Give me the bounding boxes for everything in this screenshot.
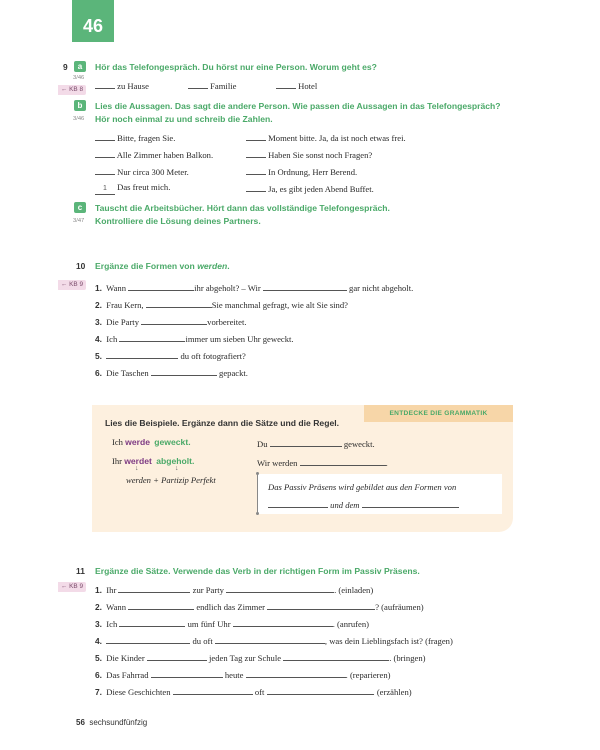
rule-text-1: Das Passiv Präsens wird gebildet aus den Formen von — [268, 482, 457, 492]
answer-blank[interactable] — [276, 79, 296, 89]
grammar-rewrite-2: Wir werden . — [257, 458, 388, 468]
page-number: 56 — [76, 718, 85, 727]
answer-blank[interactable] — [118, 583, 190, 593]
ex10-item-3: 3. Die Party vorbereitet. — [95, 317, 247, 327]
ex11-item-1: 1. Ihr zur Party . (einladen) — [95, 585, 374, 595]
answer-blank[interactable] — [147, 651, 207, 661]
ex9b-instruction-1: Lies die Aussagen. Das sagt die andere Person. Wie passen die Aussagen in das Telefongespräch? — [95, 101, 501, 111]
answer-blank[interactable] — [173, 685, 253, 695]
ex9b-right-1: Moment bitte. Ja, da ist noch etwas frei. — [246, 131, 406, 143]
arrow-down-icon: ↓ — [175, 464, 179, 472]
page-footer — [76, 718, 147, 727]
rule-text-2: und dem . — [268, 498, 460, 510]
answer-blank[interactable] — [233, 617, 333, 627]
ex11-item-2: 2. Wann endlich das Zimmer ? (aufräumen) — [95, 602, 424, 612]
subtask-a-badge: a — [74, 61, 86, 72]
arrow-left-icon: ← — [61, 86, 70, 93]
exercise-9-number: 9 — [63, 62, 68, 72]
ex9b-right-3: In Ordnung, Herr Berend. — [246, 165, 357, 177]
ex10-item-1: 1. Wann ihr abgeholt? – Wir gar nicht abgeholt. — [95, 283, 414, 293]
grammar-tag: ENTDECKE DIE GRAMMATIK — [364, 405, 513, 422]
answer-blank[interactable] — [283, 651, 389, 661]
ex10-item-6: 6. Die Taschen gepackt. — [95, 368, 248, 378]
ex9c-audio-track: 3/47 — [73, 218, 85, 224]
bracket-dot — [256, 472, 259, 475]
answer-blank[interactable] — [246, 148, 266, 158]
grammar-rewrite-1: Du geweckt. — [257, 439, 375, 449]
answer-blank[interactable] — [263, 281, 347, 291]
arrow-left-icon: ← — [61, 281, 70, 288]
ex9b-right-2: Haben Sie sonst noch Fragen? — [246, 148, 372, 160]
ex9a-options — [95, 79, 149, 91]
arrow-left-icon: ← — [61, 583, 70, 590]
grammar-example-1: Ich werde geweckt. — [112, 437, 191, 447]
answer-blank[interactable] — [246, 131, 266, 141]
option-label: zu Hause — [117, 81, 149, 91]
ex9a-kb-reference: ← KB 8 — [58, 85, 86, 95]
ex10-instruction: Ergänze die Formen von werden. — [95, 261, 230, 271]
page-tab-number: 46 — [82, 16, 104, 36]
answer-blank[interactable] — [106, 634, 190, 644]
ex9b-right-4: Ja, es gibt jeden Abend Buffet. — [246, 182, 374, 194]
ex9b-left-3: Nur circa 300 Meter. — [95, 165, 189, 177]
answer-blank[interactable] — [95, 165, 115, 175]
ex10-kb-reference: ← KB 9 — [58, 280, 86, 290]
ex9a-instruction: Hör das Telefongespräch. Du hörst nur eine Person. Worum geht es? — [95, 62, 377, 72]
answer-blank[interactable] — [188, 79, 208, 89]
page-tab — [72, 0, 114, 42]
ex9b-left-4: 1 Das freut mich. — [95, 182, 170, 195]
answer-blank[interactable] — [267, 600, 375, 610]
answer-blank[interactable] — [246, 182, 266, 192]
ex9b-instruction-2: Hör noch einmal zu und schreib die Zahlen. — [95, 114, 273, 124]
answer-blank[interactable] — [151, 366, 217, 376]
answer-blank[interactable] — [119, 332, 185, 342]
answer-blank[interactable] — [95, 148, 115, 158]
ex11-item-4: 4. du oft , was dein Lieblingsfach ist? (fragen) — [95, 636, 453, 646]
answer-blank[interactable] — [267, 685, 373, 695]
answer-blank[interactable] — [95, 131, 115, 141]
rule-box — [257, 474, 502, 514]
answer-blank[interactable] — [268, 498, 328, 508]
ex9a-option-3 — [276, 79, 317, 91]
answer-blank[interactable] — [119, 617, 185, 627]
option-label: Hotel — [298, 81, 318, 91]
exercise-11-number: 11 — [76, 566, 85, 576]
grammar-formula: werden + Partizip Perfekt — [126, 475, 216, 485]
subtask-c-badge: c — [74, 202, 86, 213]
answer-blank[interactable] — [246, 165, 266, 175]
ex10-item-2: 2. Frau Kern, Sie manchmal gefragt, wie alt Sie sind? — [95, 300, 348, 310]
ex11-instruction: Ergänze die Sätze. Verwende das Verb in der richtigen Form im Passiv Präsens. — [95, 566, 420, 576]
answer-blank[interactable] — [362, 498, 458, 508]
answer-blank[interactable] — [246, 668, 346, 678]
answer-blank[interactable] — [106, 349, 178, 359]
answer-blank[interactable] — [215, 634, 325, 644]
option-label: Familie — [210, 81, 237, 91]
bracket-dot — [256, 512, 259, 515]
answer-blank[interactable] — [270, 437, 342, 447]
ex9a-audio-track: 3/46 — [73, 75, 85, 81]
ex9b-left-2: Alle Zimmer haben Balkon. — [95, 148, 213, 160]
answer-blank[interactable] — [151, 668, 223, 678]
ex9c-instruction-1: Tauscht die Arbeitsbücher. Hört dann das vollständige Telefongespräch. — [95, 203, 390, 213]
ex9c-instruction-2: Kontrolliere die Lösung deines Partners. — [95, 216, 261, 226]
answer-blank[interactable] — [146, 298, 212, 308]
ex11-item-6: 6. Das Fahrrad heute . (reparieren) — [95, 670, 391, 680]
ex11-item-7: 7. Diese Geschichten oft . (erzählen) — [95, 687, 412, 697]
answer-blank-example[interactable]: 1 — [95, 185, 115, 195]
ex9b-left-1: Bitte, fragen Sie. — [95, 131, 175, 143]
answer-blank[interactable] — [128, 281, 194, 291]
exercise-10-number: 10 — [76, 261, 86, 271]
ex10-item-5: 5. du oft fotografiert? — [95, 351, 246, 361]
grammar-example-2: Ihr werdet abgeholt. — [112, 456, 195, 466]
subtask-b-badge: b — [74, 100, 86, 111]
answer-blank[interactable] — [95, 79, 115, 89]
ex11-item-3: 3. Ich um fünf Uhr . (anrufen) — [95, 619, 369, 629]
answer-blank[interactable] — [141, 315, 207, 325]
page-number-word: sechsundfünfzig — [89, 718, 148, 727]
ex9b-audio-track: 3/46 — [73, 116, 85, 122]
ex10-item-4: 4. Ich immer um sieben Uhr geweckt. — [95, 334, 294, 344]
answer-blank[interactable] — [128, 600, 194, 610]
grammar-instruction: Lies die Beispiele. Ergänze dann die Sätze und die Regel. — [105, 418, 340, 428]
ex9a-option-2 — [188, 79, 236, 91]
answer-blank[interactable] — [226, 583, 334, 593]
answer-blank[interactable] — [300, 456, 386, 466]
arrow-down-icon: ↓ — [135, 464, 139, 472]
ex11-kb-reference: ← KB 9 — [58, 582, 86, 592]
ex11-item-5: 5. Die Kinder jeden Tag zur Schule . (bringen) — [95, 653, 426, 663]
